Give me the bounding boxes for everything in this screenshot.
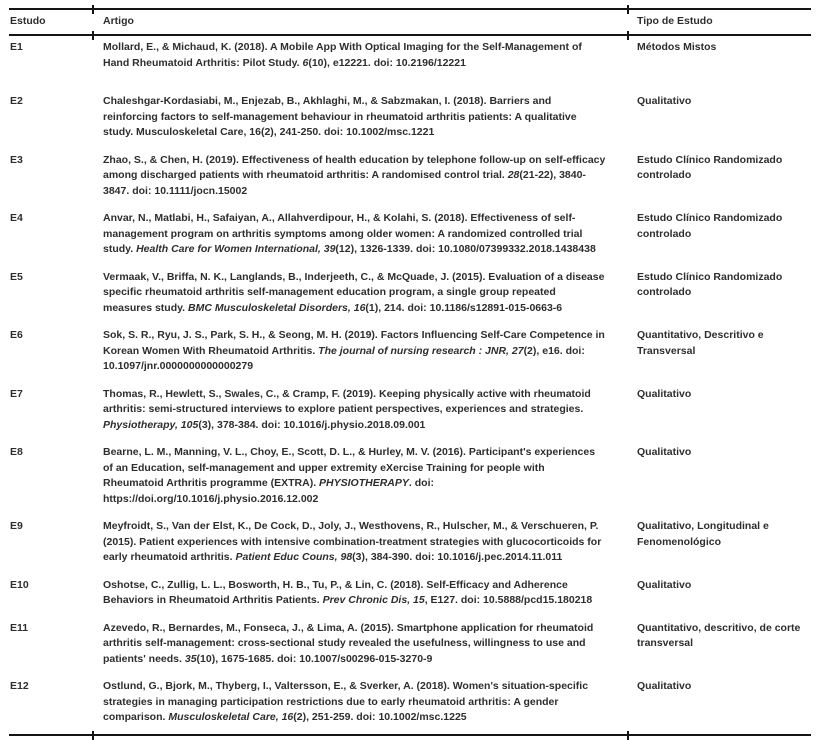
table-row [9,90,811,149]
study-id-cell: E4 [10,212,23,224]
column-divider-tick [92,5,94,14]
study-id-cell: E6 [10,329,23,341]
table-row [9,617,811,676]
table-row [9,207,811,266]
study-type-cell: Estudo Clínico Randomizado controlado [637,212,783,240]
article-citation-cell: Oshotse, C., Zullig, L. L., Bosworth, H. B., Tu, P., & Lin, C. (2018). Self-Efficacy and Adherence Behaviors in Rheumatoid Arthritis Patients. Prev Chronic Dis, 15, E127. doi: 10.5888/pcd15.180218 [103,578,593,606]
header-bottom-rule [9,34,811,36]
study-id-cell: E9 [10,520,23,532]
article-citation-cell: Vermaak, V., Briffa, N. K., Langlands, B., Inderjeeth, C., & McQuade, J. (2015). Evaluation of a disease specific rheumatoid arthritis self-management education program, a single group repeated measures study. BMC Musculoskeletal Disorders, 16(1), 214. doi: 10.1186/s12891-015-0663-6 [103,270,605,314]
study-type-cell: Qualitativo [637,387,692,400]
column-header-estudo: Estudo [10,15,46,27]
study-type-cell: Qualitativo [637,446,692,458]
column-header-artigo: Artigo [103,15,134,27]
study-type-cell: Quantitativo, descritivo, de corte transversal [637,621,801,649]
table-row [9,675,811,734]
study-type-cell: Qualitativo, Longitudinal e Fenomenológico [637,520,769,548]
table-row [9,324,811,383]
study-id-cell: E2 [10,95,23,107]
table-header-row [9,10,811,34]
column-divider-tick [92,31,94,40]
article-citation-cell: Sok, S. R., Ryu, J. S., Park, S. H., & Seong, M. H. (2019). Factors Influencing Self-Care Competence in Korean Women With Rheumatoid Arthritis. The journal of nursing research : JNR, 27(2), e16. doi: 10.1097/jnr.0000000000000279 [103,329,605,372]
column-divider-tick [627,731,629,740]
table-top-rule [9,8,811,10]
column-header-tipo: Tipo de Estudo [637,15,713,27]
table-row [9,36,811,90]
article-citation-cell: Zhao, S., & Chen, H. (2019). Effectiveness of health education by telephone follow-up on self-efficacy among discharged patients with rheumatoid arthritis: A randomised control trial. 28(21-22), 3840-3847. doi: 10.1111/jocn.15002 [103,153,606,197]
article-citation-cell: Meyfroidt, S., Van der Elst, K., De Cock, D., Joly, J., Westhovens, R., Hulscher, M., & Verschueren, P. (2015). Patient experiences with intensive combination-treatment strategies with glucocorticoids for early rheumatoid arthritis. Patient Educ Couns, 98(3), 384-390. doi: 10.1016/j.pec.2014.11.011 [103,520,602,563]
table-row [9,266,811,325]
article-citation-cell: Chaleshgar-Kordasiabi, M., Enjezab, B., Akhlaghi, M., & Sabzmakan, I. (2018). Barriers and reinforcing factors to self-management behaviour in rheumatoid arthritis patients: A qualitative study. Musculoskeletal Care, 16(2), 241-250. doi: 10.1002/msc.1221 [103,95,577,138]
study-id-cell: E8 [10,446,23,458]
study-id-cell: E10 [10,578,29,591]
table-row [9,574,811,617]
study-id-cell: E5 [10,270,23,283]
study-id-cell: E1 [10,41,23,53]
study-id-cell: E3 [10,153,23,166]
table-body [9,36,811,734]
column-divider-tick [92,731,94,740]
study-type-cell: Estudo Clínico Randomizado controlado [637,270,783,298]
article-citation-cell: Anvar, N., Matlabi, H., Safaiyan, A., Allahverdipour, H., & Kolahi, S. (2018). Effectiveness of self-management program on arthritis symptoms among older women: A randomized controlled trial study. Health Care for Women International, 39(12), 1326-1339. doi: 10.1080/07399332.2018.1438438 [103,212,596,255]
column-divider-tick [627,31,629,40]
table-row [9,515,811,574]
study-type-cell: Quantitativo, Descritivo e Transversal [637,329,764,357]
study-type-cell: Qualitativo [637,95,692,107]
article-citation-cell: Bearne, L. M., Manning, V. L., Choy, E., Scott, D. L., & Hurley, M. V. (2016). Participant's experiences of an Education, self-management and upper extremity eXercise Training for people with Rheumatoid Arthritis programme (EXTRA). PHYSIOTHERAPY. doi: https://doi.org/10.1016/j.physio.2016.12.002 [103,446,596,505]
studies-table [9,8,811,736]
study-type-cell: Métodos Mistos [637,41,717,53]
table-row [9,441,811,515]
article-citation-cell: Azevedo, R., Bernardes, M., Fonseca, J., & Lima, A. (2015). Smartphone application for rheumatoid arthritis self-management: cross-sectional study revealed the usefulness, willingness to use and patients' needs. 35(10), 1675-1685. doi: 10.1007/s00296-015-3270-9 [103,621,594,665]
column-divider-tick [627,5,629,14]
table-row [9,149,811,208]
article-citation-cell: Mollard, E., & Michaud, K. (2018). A Mobile App With Optical Imaging for the Self-Management of Hand Rheumatoid Arthritis: Pilot Study. 6(10), e12221. doi: 10.2196/12221 [103,41,582,69]
table-bottom-rule [9,734,811,736]
study-id-cell: E11 [10,621,29,634]
study-type-cell: Estudo Clínico Randomizado controlado [637,153,783,181]
study-type-cell: Qualitativo [637,680,692,692]
table-row [9,383,811,442]
article-citation-cell: Ostlund, G., Bjork, M., Thyberg, I., Valtersson, E., & Sverker, A. (2018). Women's situation-specific strategies in managing participation restrictions due to early rheumatoid arthritis: A gender comparison. Musculoskeletal Care, 16(2), 251-259. doi: 10.1002/msc.1225 [103,680,589,723]
study-id-cell: E12 [10,680,29,692]
article-citation-cell: Thomas, R., Hewlett, S., Swales, C., & Cramp, F. (2019). Keeping physically active with rheumatoid arthritis: semi-structured interviews to explore patient perspectives, experiences and strategies. Physiotherapy, 105(3), 378-384. doi: 10.1016/j.physio.2018.09.001 [103,387,591,431]
study-type-cell: Qualitativo [637,578,692,591]
study-id-cell: E7 [10,387,23,400]
